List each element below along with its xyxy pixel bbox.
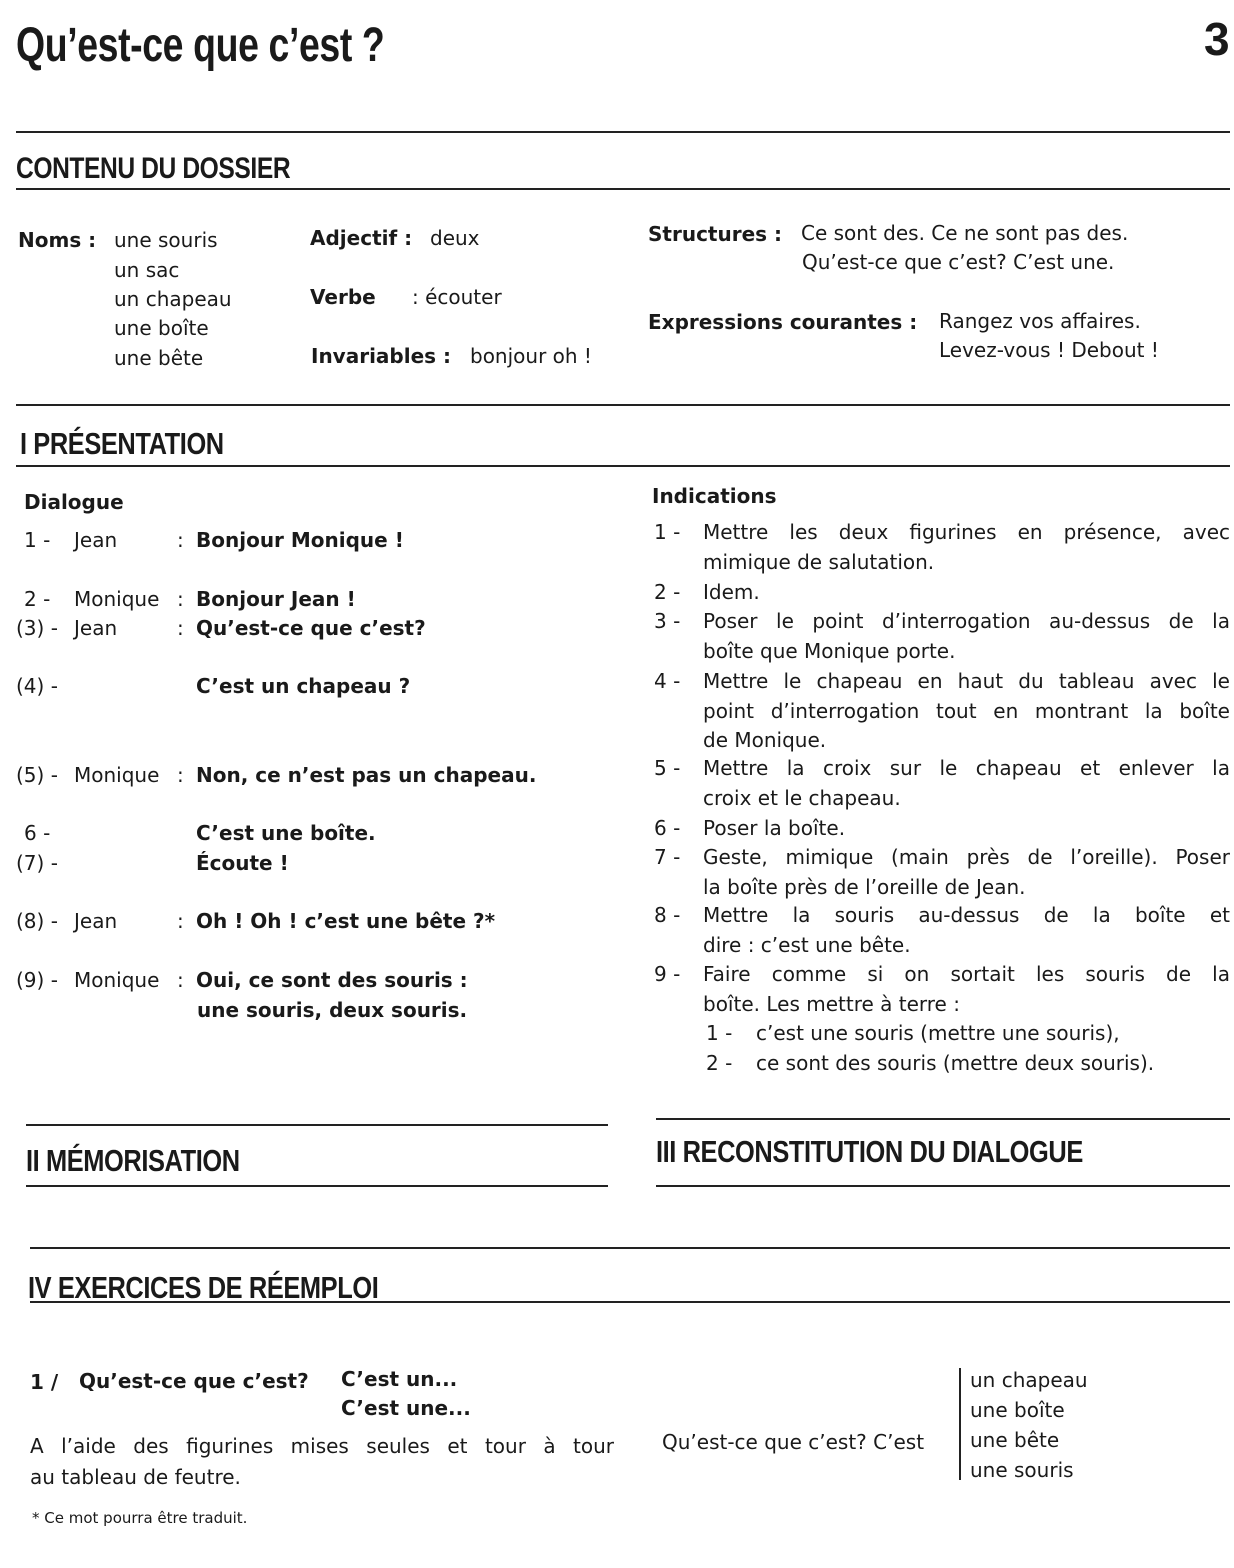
dialogue-line: C’est un chapeau ? (196, 674, 411, 698)
dialogue-speaker: Monique (74, 968, 160, 992)
dialogue-number: (8) - (16, 909, 58, 933)
dialogue-line: Bonjour Monique ! (196, 528, 404, 552)
section-rule (26, 1124, 608, 1126)
section-heading-memorisation: II MÉMORISATION (26, 1143, 240, 1178)
dialogue-line: Qu’est-ce que c’est? (196, 616, 426, 640)
dialogue-colon: : (177, 616, 184, 640)
noms-item: un chapeau (114, 287, 232, 311)
invariables-value: bonjour oh ! (470, 344, 592, 368)
indication-line: boîte. Les mettre à terre : (703, 991, 960, 1016)
section-rule (16, 465, 1230, 467)
dialogue-colon: : (177, 909, 184, 933)
dialogue-colon: : (177, 968, 184, 992)
indication-line: Mettre les deux figurines en présence, avec (703, 520, 1230, 544)
indication-line: point d’interrogation tout en montrant la boîte (703, 698, 1230, 723)
table-item: une souris (970, 1458, 1074, 1482)
adjectif-label: Adjectif : (310, 226, 413, 250)
indication-line: Mettre la croix sur le chapeau et enlever la (703, 756, 1230, 780)
exercise-instruction: au tableau de feutre. (30, 1465, 241, 1489)
dialogue-number: (5) - (16, 763, 58, 787)
dialogue-number: 6 - (24, 821, 51, 845)
dialogue-line: Oh ! Oh ! c’est une bête ?* (196, 909, 496, 933)
dialogue-line: une souris, deux souris. (197, 998, 468, 1022)
table-item: un chapeau (970, 1368, 1088, 1392)
indication-number: 4 - (654, 669, 681, 693)
exercise-instruction: A l’aide des figurines mises seules et tour à tour (30, 1434, 614, 1458)
indication-line: Geste, mimique (main près de l’oreille). Poser (703, 845, 1230, 869)
indication-line: Mettre le chapeau en haut du tableau avec le (703, 669, 1230, 693)
indication-line: de Monique. (703, 728, 827, 752)
indication-line: Faire comme si on sortait les souris de la (703, 962, 1230, 986)
indication-number: 9 - (654, 962, 681, 986)
structures-line: Ce sont des. Ce ne sont pas des. (801, 221, 1129, 245)
structures-line: Qu’est-ce que c’est? C’est une. (802, 250, 1115, 274)
indication-number: 1 - (654, 520, 681, 544)
page-number: 3 (1204, 13, 1230, 65)
dialogue-number: 2 - (24, 587, 51, 611)
indication-line: Mettre la souris au-dessus de la boîte et (703, 903, 1230, 927)
exercise-answer: C’est une... (341, 1396, 471, 1420)
section-rule (16, 131, 1230, 133)
dialogue-colon: : (177, 528, 184, 552)
invariables-label: Invariables : (311, 344, 452, 368)
dialogue-line: Bonjour Jean ! (196, 587, 356, 611)
noms-item: une bête (114, 346, 204, 370)
table-item: une bête (970, 1428, 1060, 1452)
dialogue-number: (4) - (16, 674, 58, 698)
dialogue-line: Oui, ce sont des souris : (196, 968, 468, 992)
section-heading-presentation: I PRÉSENTATION (20, 426, 224, 461)
section-rule (26, 1185, 608, 1187)
noms-item: une boîte (114, 316, 209, 340)
exercise-answer: C’est un... (341, 1367, 458, 1391)
expressions-line: Rangez vos affaires. (939, 309, 1141, 333)
indication-number: 8 - (654, 903, 681, 927)
dialogue-number: (7) - (16, 851, 58, 875)
dialogue-number: (3) - (16, 616, 58, 640)
expressions-label: Expressions courantes : (648, 310, 918, 334)
dialogue-line: Écoute ! (196, 851, 289, 875)
noms-item: un sac (114, 258, 180, 282)
section-rule (30, 1247, 1230, 1249)
exercise-question: Qu’est-ce que c’est? (79, 1369, 309, 1393)
noms-item: une souris (114, 228, 218, 252)
indication-number: 5 - (654, 756, 681, 780)
section-rule (656, 1185, 1230, 1187)
indication-line: Poser le point d’interrogation au-dessus de la (703, 609, 1230, 633)
dialogue-number: (9) - (16, 968, 58, 992)
indication-line: la boîte près de l’oreille de Jean. (703, 874, 1026, 899)
sub-indication-text: c’est une souris (mettre une souris), (756, 1021, 1120, 1045)
indication-line: Poser la boîte. (703, 816, 846, 840)
indication-line: mimique de salutation. (703, 549, 935, 574)
dialogue-line: Non, ce n’est pas un chapeau. (196, 763, 537, 787)
indication-number: 2 - (654, 580, 681, 604)
indications-heading: Indications (652, 484, 777, 508)
indication-number: 6 - (654, 816, 681, 840)
section-rule (30, 1301, 1230, 1303)
indication-number: 3 - (654, 609, 681, 633)
expressions-line: Levez-vous ! Debout ! (939, 338, 1159, 362)
structures-label: Structures : (648, 222, 783, 246)
table-divider (959, 1368, 961, 1480)
dialogue-speaker: Jean (74, 909, 118, 933)
dialogue-speaker: Jean (74, 616, 118, 640)
indication-line: Idem. (703, 580, 760, 604)
section-heading-contenu: CONTENU DU DOSSIER (16, 152, 291, 185)
section-heading-reconstitution: III RECONSTITUTION DU DIALOGUE (656, 1134, 1083, 1169)
section-heading-exercices: IV EXERCICES DE RÉEMPLOI (28, 1270, 379, 1305)
dialogue-number: 1 - (24, 528, 51, 552)
table-prompt: Qu’est-ce que c’est? C’est (662, 1430, 925, 1454)
dialogue-line: C’est une boîte. (196, 821, 376, 845)
verbe-label: Verbe (310, 285, 376, 309)
section-rule (16, 188, 1230, 190)
indication-number: 7 - (654, 845, 681, 869)
noms-label: Noms : (18, 228, 97, 252)
sub-indication-text: ce sont des souris (mettre deux souris). (756, 1051, 1155, 1075)
sub-indication-number: 1 - (706, 1021, 733, 1045)
dialogue-colon: : (177, 763, 184, 787)
dialogue-heading: Dialogue (24, 490, 124, 514)
indication-line: boîte que Monique porte. (703, 638, 956, 663)
dialogue-speaker: Jean (74, 528, 118, 552)
indication-line: croix et le chapeau. (703, 785, 901, 810)
verbe-value: : écouter (412, 285, 502, 309)
section-rule (656, 1118, 1230, 1120)
page-title: Qu’est-ce que c’est ? (16, 19, 385, 72)
table-item: une boîte (970, 1398, 1065, 1422)
sub-indication-number: 2 - (706, 1051, 733, 1075)
footnote: * Ce mot pourra être traduit. (32, 1509, 248, 1527)
dialogue-speaker: Monique (74, 763, 160, 787)
exercise-number: 1 / (30, 1370, 59, 1394)
dialogue-colon: : (177, 587, 184, 611)
section-rule (16, 404, 1230, 406)
indication-line: dire : c’est une bête. (703, 932, 911, 957)
dialogue-speaker: Monique (74, 587, 160, 611)
adjectif-value: deux (430, 226, 480, 250)
